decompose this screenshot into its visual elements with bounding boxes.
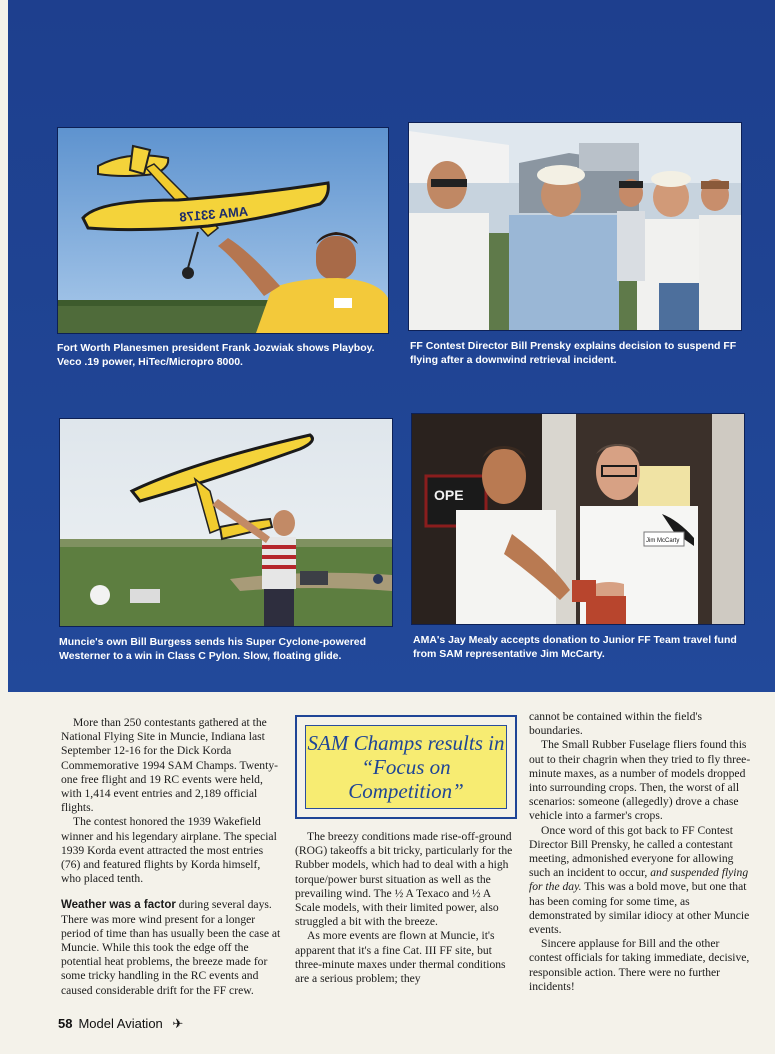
col1-paragraph-3-text: during several days. There was more wind present for a longer period of time than has usually been the case at Muncie. While this took the edge off the potential heat problems, the breeze made for some tricky handling in the RC events and caused considerable drift for the FF crew. <box>61 898 281 997</box>
col1-paragraph-2: The contest honored the 1939 Wakefield winner and his legendary airplane. The special 1939 Korda event attracted the most entries (76) and featured flights by Korda himself, who placed tenth. <box>61 815 277 886</box>
col2-paragraph-2: As more events are flown at Muncie, it's apparent that it's a fine Cat. III FF site, but three-minute maxes under thermal conditions are a serious problem; they <box>295 929 506 986</box>
name-badge-text: Jim McCarty <box>646 538 680 544</box>
photo-prensky-meeting <box>408 122 742 331</box>
col3-paragraph-2 <box>529 824 751 938</box>
caption-photo-2: FF Contest Director Bill Prensky explains decision to suspend FF flying after a downwind retrieval incident. <box>410 340 737 366</box>
col2-paragraph-1: The breezy conditions made rise-off-ground (ROG) takeoffs a bit tricky, particularly for the Rubber models, which had to deal with a high torque/power burst situation as well as the prevailing wind. The ½ A Texaco and ½ A Scale models, with their limited power, also struggled a bit with the breeze. <box>295 830 513 929</box>
col3-paragraph-2-tail: This was a bold move, but one that has been coming for some time, as demonstrated by similar idiocy at other Muncie events. <box>529 880 750 937</box>
photo-jozwiak-playboy <box>57 127 389 334</box>
caption-photo-4: AMA's Jay Mealy accepts donation to Junior FF Team travel fund from SAM representative Jim McCarty. <box>413 634 737 660</box>
col1-lead-in: Weather was a factor <box>61 899 176 912</box>
photo-jozwiak-art <box>58 128 388 333</box>
col3-paragraph-0: cannot be contained within the field's boundaries. <box>529 710 703 738</box>
photo-mealy-art <box>412 414 744 624</box>
photo-prensky-art <box>409 123 741 330</box>
page-number: 58 <box>58 1016 73 1031</box>
page-folio <box>58 1016 183 1032</box>
photo-mealy-mccarty <box>411 413 745 625</box>
magazine-name: Model Aviation <box>78 1016 163 1031</box>
col3-paragraph-3: Sincere applause for Bill and the other contest officials for taking immediate, decisive, responsible action. There were no further incidents! <box>529 937 750 993</box>
photo-burgess-westerner <box>59 418 393 627</box>
col3-paragraph-1: The Small Rubber Fuselage fliers found this out to their chagrin when they tried to fly three-minute maxes, as a number of models dropped into surrounding crops. Then, the worst of all scenarios: someone (allegedly) drove a chase vehicle into a farmer's crops. <box>529 738 751 823</box>
photo-burgess-art <box>60 419 392 626</box>
article-headline: SAM Champs results in “Focus on Competition” <box>305 725 507 809</box>
wing-registration-text: AMA 33178 <box>178 203 249 225</box>
col3-emphasis: and suspended flying for the day. <box>529 866 749 894</box>
article-column-3 <box>529 710 751 994</box>
article-column-2 <box>295 830 515 986</box>
open-sign-text: OPE <box>434 487 464 503</box>
col3-paragraph-2-text: Once word of this got back to FF Contest Director Bill Prensky, he called a contestant meeting, admonished everyone for allowing such an incident to occur, <box>529 823 734 880</box>
airplane-icon: ✈ <box>172 1016 184 1031</box>
article-column-1 <box>61 716 283 998</box>
col1-paragraph-1: More than 250 contestants gathered at the National Flying Site in Muncie, Indiana last September 12-16 for the Dick Korda Commemorative 1994 SAM Champs. Twenty-one free flight and 19 RC events were held, with 1,414 event entries and 2,189 official flights. <box>61 716 278 815</box>
caption-photo-1: Fort Worth Planesmen president Frank Jozwiak shows Playboy. Veco .19 power, HiTec/Micropro 8000. <box>57 342 375 368</box>
col1-paragraph-3 <box>61 898 283 997</box>
article-headline-box <box>295 715 517 819</box>
caption-photo-3: Muncie's own Bill Burgess sends his Super Cyclone-powered Westerner to a win in Class C Pylon. Slow, floating glide. <box>59 636 367 662</box>
